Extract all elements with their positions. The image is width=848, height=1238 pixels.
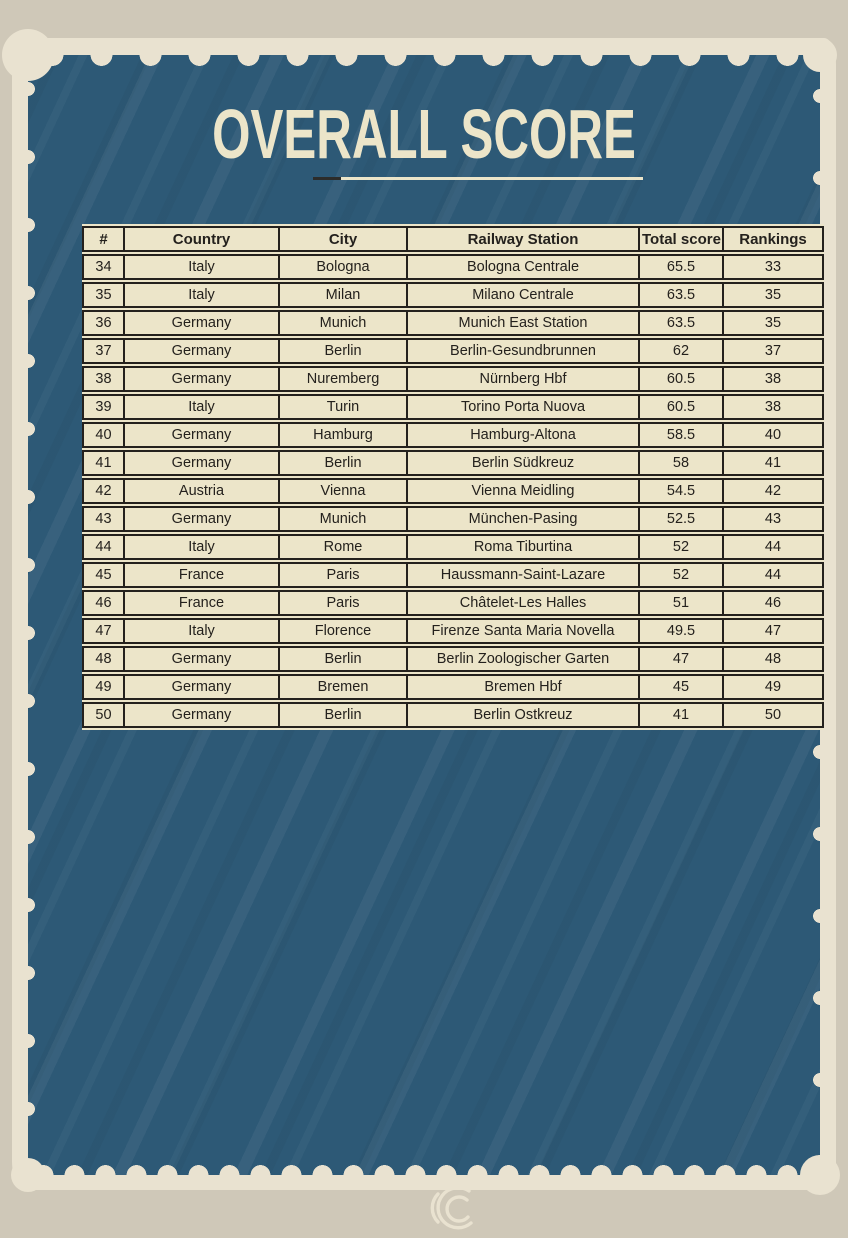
- table-cell-ranking: 44: [724, 562, 824, 588]
- table-cell-station: Nürnberg Hbf: [408, 366, 640, 392]
- table-cell-number: 38: [82, 366, 125, 392]
- table-cell-score: 63.5: [640, 310, 724, 336]
- table-row: [82, 366, 824, 392]
- table-row: [82, 618, 824, 644]
- table-cell-number: 48: [82, 646, 125, 672]
- table-cell-number: 45: [82, 562, 125, 588]
- double-arc-c-icon: [424, 1183, 482, 1233]
- table-row: [82, 590, 824, 616]
- table-cell-city: Munich: [280, 506, 408, 532]
- table-cell-score: 62: [640, 338, 724, 364]
- stamp-corner-notch: [803, 38, 837, 72]
- table-row: [82, 478, 824, 504]
- table-cell-city: Paris: [280, 590, 408, 616]
- table-cell-score: 54.5: [640, 478, 724, 504]
- table-cell-score: 60.5: [640, 366, 724, 392]
- table-cell-city: Munich: [280, 310, 408, 336]
- table-cell-station: Berlin Zoologischer Garten: [408, 646, 640, 672]
- table-cell-country: Germany: [125, 450, 280, 476]
- table-row: [82, 254, 824, 280]
- table-cell-city: Berlin: [280, 702, 408, 728]
- table-cell-city: Berlin: [280, 646, 408, 672]
- table-cell-country: Germany: [125, 338, 280, 364]
- table-cell-country: Germany: [125, 422, 280, 448]
- table-row: [82, 506, 824, 532]
- column-header-station: Railway Station: [408, 226, 640, 252]
- table-cell-station: Munich East Station: [408, 310, 640, 336]
- table-cell-city: Nuremberg: [280, 366, 408, 392]
- table-cell-country: France: [125, 590, 280, 616]
- column-header-country: Country: [125, 226, 280, 252]
- table-cell-city: Berlin: [280, 450, 408, 476]
- table-cell-station: Hamburg-Altona: [408, 422, 640, 448]
- table-cell-station: Torino Porta Nuova: [408, 394, 640, 420]
- table-cell-station: Firenze Santa Maria Novella: [408, 618, 640, 644]
- table-cell-score: 65.5: [640, 254, 724, 280]
- table-cell-country: Austria: [125, 478, 280, 504]
- column-header-number: #: [82, 226, 125, 252]
- table-cell-country: Italy: [125, 394, 280, 420]
- column-header-score: Total score: [640, 226, 724, 252]
- table-cell-ranking: 42: [724, 478, 824, 504]
- table-cell-station: Berlin Südkreuz: [408, 450, 640, 476]
- table-cell-number: 40: [82, 422, 125, 448]
- table-row: [82, 534, 824, 560]
- table-cell-city: Florence: [280, 618, 408, 644]
- table-cell-country: Italy: [125, 534, 280, 560]
- table-cell-city: Milan: [280, 282, 408, 308]
- table-row: [82, 338, 824, 364]
- table-cell-score: 41: [640, 702, 724, 728]
- table-cell-score: 51: [640, 590, 724, 616]
- table-cell-score: 49.5: [640, 618, 724, 644]
- table-cell-ranking: 46: [724, 590, 824, 616]
- table-cell-ranking: 48: [724, 646, 824, 672]
- table-cell-ranking: 41: [724, 450, 824, 476]
- table-row: [82, 702, 824, 728]
- table-cell-number: 49: [82, 674, 125, 700]
- table-cell-ranking: 43: [724, 506, 824, 532]
- table-cell-score: 52: [640, 562, 724, 588]
- table-cell-station: Bologna Centrale: [408, 254, 640, 280]
- table-row: [82, 394, 824, 420]
- table-cell-number: 36: [82, 310, 125, 336]
- table-row: [82, 310, 824, 336]
- table-cell-score: 45: [640, 674, 724, 700]
- table-cell-city: Vienna: [280, 478, 408, 504]
- column-header-city: City: [280, 226, 408, 252]
- table-cell-city: Turin: [280, 394, 408, 420]
- table-cell-number: 39: [82, 394, 125, 420]
- stamp-corner-notch: [800, 1155, 840, 1195]
- table-cell-station: München-Pasing: [408, 506, 640, 532]
- table-cell-score: 58: [640, 450, 724, 476]
- brand-logo: [424, 1183, 482, 1238]
- table-cell-ranking: 38: [724, 366, 824, 392]
- table-cell-ranking: 47: [724, 618, 824, 644]
- table-row: [82, 562, 824, 588]
- table-cell-ranking: 37: [724, 338, 824, 364]
- table-cell-station: Châtelet-Les Halles: [408, 590, 640, 616]
- table-cell-city: Bremen: [280, 674, 408, 700]
- table-cell-number: 50: [82, 702, 125, 728]
- table-cell-number: 34: [82, 254, 125, 280]
- table-cell-station: Berlin Ostkreuz: [408, 702, 640, 728]
- table-cell-station: Bremen Hbf: [408, 674, 640, 700]
- stamp-corner-notch: [2, 29, 54, 81]
- table-row: [82, 646, 824, 672]
- table-cell-city: Rome: [280, 534, 408, 560]
- table-cell-country: Germany: [125, 506, 280, 532]
- score-table-body: [82, 254, 824, 728]
- table-cell-station: Vienna Meidling: [408, 478, 640, 504]
- table-cell-country: Germany: [125, 310, 280, 336]
- table-cell-score: 52: [640, 534, 724, 560]
- overall-score-table: [82, 224, 824, 730]
- table-cell-number: 47: [82, 618, 125, 644]
- page-title: OVERALL SCORE: [212, 95, 636, 174]
- table-cell-country: France: [125, 562, 280, 588]
- table-cell-city: Berlin: [280, 338, 408, 364]
- table-cell-number: 37: [82, 338, 125, 364]
- table-cell-score: 63.5: [640, 282, 724, 308]
- table-cell-country: Germany: [125, 646, 280, 672]
- table-row: [82, 674, 824, 700]
- table-cell-score: 60.5: [640, 394, 724, 420]
- table-cell-country: Germany: [125, 366, 280, 392]
- table-cell-number: 44: [82, 534, 125, 560]
- table-row: [82, 282, 824, 308]
- table-cell-station: Milano Centrale: [408, 282, 640, 308]
- table-cell-station: Roma Tiburtina: [408, 534, 640, 560]
- stamp-bottom-perforation: [28, 1163, 820, 1175]
- table-cell-country: Italy: [125, 254, 280, 280]
- table-cell-ranking: 33: [724, 254, 824, 280]
- table-cell-number: 35: [82, 282, 125, 308]
- table-cell-country: Germany: [125, 674, 280, 700]
- table-cell-ranking: 50: [724, 702, 824, 728]
- table-cell-city: Paris: [280, 562, 408, 588]
- table-cell-score: 47: [640, 646, 724, 672]
- table-cell-number: 42: [82, 478, 125, 504]
- table-cell-ranking: 38: [724, 394, 824, 420]
- table-cell-city: Hamburg: [280, 422, 408, 448]
- table-cell-country: Germany: [125, 702, 280, 728]
- table-cell-number: 43: [82, 506, 125, 532]
- stamp-background: [28, 55, 820, 1175]
- table-cell-ranking: 44: [724, 534, 824, 560]
- table-cell-station: Haussmann-Saint-Lazare: [408, 562, 640, 588]
- table-cell-country: Italy: [125, 618, 280, 644]
- table-cell-ranking: 35: [724, 282, 824, 308]
- table-cell-country: Italy: [125, 282, 280, 308]
- table-cell-score: 52.5: [640, 506, 724, 532]
- column-header-rankings: Rankings: [724, 226, 824, 252]
- table-cell-station: Berlin-Gesundbrunnen: [408, 338, 640, 364]
- table-cell-ranking: 49: [724, 674, 824, 700]
- table-row: [82, 450, 824, 476]
- table-cell-ranking: 40: [724, 422, 824, 448]
- table-header-row: [82, 226, 824, 252]
- table-cell-number: 46: [82, 590, 125, 616]
- table-cell-score: 58.5: [640, 422, 724, 448]
- table-cell-ranking: 35: [724, 310, 824, 336]
- title-underline: [313, 177, 643, 180]
- table-cell-number: 41: [82, 450, 125, 476]
- table-cell-city: Bologna: [280, 254, 408, 280]
- table-row: [82, 422, 824, 448]
